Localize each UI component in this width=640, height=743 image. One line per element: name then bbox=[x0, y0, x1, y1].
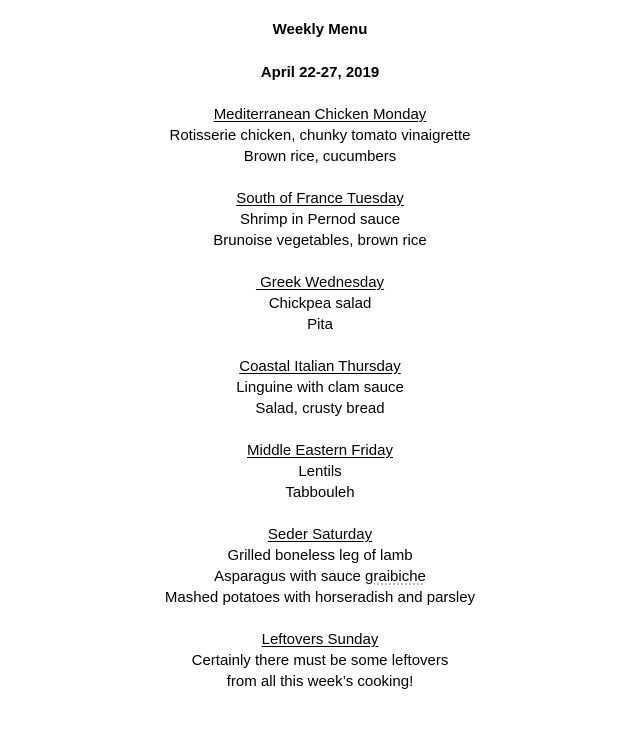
dish-line: Chickpea salad bbox=[268, 295, 372, 312]
day-heading-saturday: Seder Saturday bbox=[267, 526, 373, 543]
dish-line: Brown rice, cucumbers bbox=[243, 148, 397, 165]
dish-line: Lentils bbox=[298, 463, 342, 480]
day-friday bbox=[0, 440, 640, 503]
dish-line: Salad, crusty bread bbox=[255, 400, 385, 417]
dish-line: Pita bbox=[307, 316, 333, 333]
day-heading-friday: Middle Eastern Friday bbox=[247, 442, 393, 459]
dish-line: Grilled boneless leg of lamb bbox=[227, 547, 413, 564]
dish-line: Certainly there must be some leftovers bbox=[191, 652, 449, 669]
dish-line: Mashed potatoes with horseradish and parsley bbox=[164, 589, 476, 606]
dish-line-asparagus bbox=[0, 566, 640, 587]
dish-line: Brunoise vegetables, brown rice bbox=[213, 232, 427, 249]
page-title: Weekly Menu bbox=[272, 21, 368, 38]
date-range: April 22-27, 2019 bbox=[260, 64, 380, 81]
day-heading-monday: Mediterranean Chicken Monday bbox=[213, 106, 427, 123]
day-sunday bbox=[0, 629, 640, 692]
day-thursday bbox=[0, 356, 640, 419]
dish-line: from all this week’s cooking! bbox=[226, 673, 414, 690]
dish-line-text: Asparagus with sauce bbox=[214, 568, 366, 585]
day-saturday bbox=[0, 524, 640, 608]
day-heading-thursday: Coastal Italian Thursday bbox=[239, 358, 401, 375]
day-heading-wednesday: Greek Wednesday bbox=[255, 274, 385, 291]
day-wednesday bbox=[0, 272, 640, 335]
day-tuesday bbox=[0, 188, 640, 251]
dish-line: Rotisserie chicken, chunky tomato vinaigrette bbox=[169, 127, 471, 144]
day-monday bbox=[0, 104, 640, 167]
dish-line: Shrimp in Pernod sauce bbox=[239, 211, 401, 228]
spellcheck-flagged-word: graibiche bbox=[365, 568, 426, 585]
day-heading-tuesday: South of France Tuesday bbox=[236, 190, 404, 207]
day-heading-sunday: Leftovers Sunday bbox=[261, 631, 379, 648]
dish-line: Linguine with clam sauce bbox=[236, 379, 404, 396]
dish-line: Tabbouleh bbox=[285, 484, 355, 501]
